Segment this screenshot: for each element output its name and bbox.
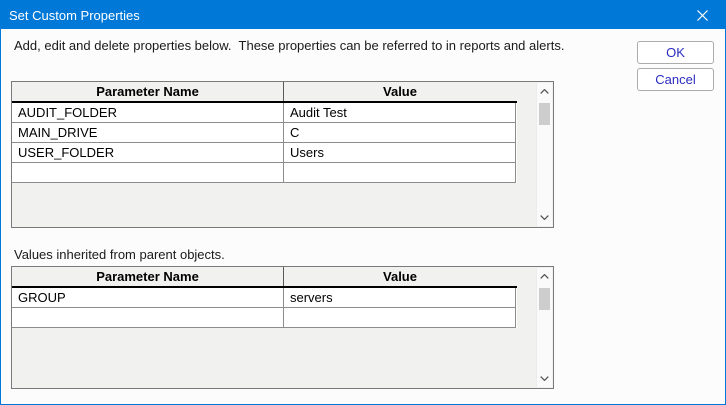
scrollbar-thumb[interactable] [539,288,550,310]
scroll-up-button[interactable] [537,83,552,100]
inherited-values-label: Values inherited from parent objects. [14,247,225,262]
parameter-name-cell[interactable] [12,308,284,328]
parameter-name-cell[interactable]: USER_FOLDER [12,143,284,163]
parameter-name-cell[interactable]: AUDIT_FOLDER [12,103,284,123]
header-value: Value [383,84,417,99]
table-row [12,163,517,183]
value-cell[interactable]: Users [284,143,516,163]
table-row [12,123,517,143]
header-value: Value [383,269,417,284]
ok-button[interactable]: OK [637,41,714,64]
header-parameter-name: Parameter Name [12,267,284,286]
value-cell[interactable]: C [284,123,516,143]
close-icon [697,10,708,21]
value-cell[interactable] [284,163,516,183]
table-row [12,143,517,163]
cancel-button[interactable]: Cancel [637,68,714,91]
value-cell[interactable]: Audit Test [284,103,516,123]
chevron-up-icon [540,89,549,94]
chevron-down-icon [540,215,549,220]
scroll-up-button[interactable] [537,268,552,285]
header-row [12,267,517,288]
table-row [12,288,517,308]
vertical-scrollbar[interactable] [536,83,552,226]
properties-table [11,81,554,228]
properties-grid [12,82,517,183]
scroll-down-button[interactable] [537,370,552,387]
chevron-down-icon [540,376,549,381]
parameter-name-cell[interactable] [12,163,284,183]
parameter-name-cell[interactable]: MAIN_DRIVE [12,123,284,143]
vertical-scrollbar[interactable] [536,268,552,387]
inherited-grid [12,267,517,328]
scroll-down-button[interactable] [537,209,552,226]
header-row [12,82,517,103]
scrollbar-thumb[interactable] [539,103,550,125]
chevron-up-icon [540,274,549,279]
titlebar[interactable] [1,1,725,29]
instruction-text: Add, edit and delete properties below. These properties can be referred to in reports and alerts. [14,38,565,53]
table-row [12,308,517,328]
inherited-values-table [11,266,554,389]
value-cell[interactable] [284,308,516,328]
parameter-name-cell[interactable]: GROUP [12,288,284,308]
header-parameter-name: Parameter Name [12,82,284,101]
close-button[interactable] [680,1,725,29]
value-cell[interactable]: servers [284,288,516,308]
window-title: Set Custom Properties [9,7,140,23]
table-row [12,103,517,123]
